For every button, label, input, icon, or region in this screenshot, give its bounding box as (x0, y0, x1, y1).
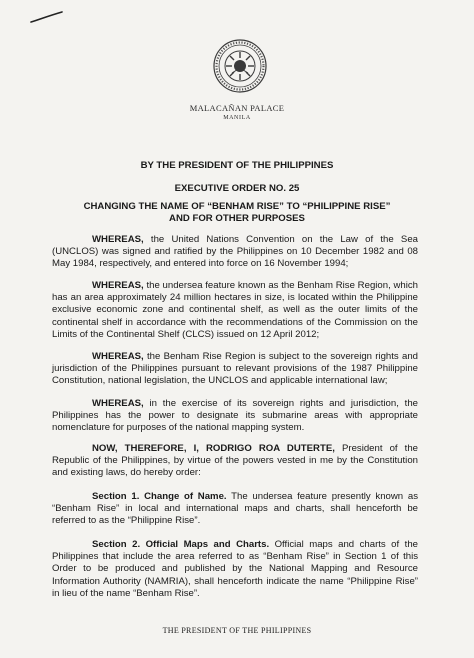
whereas-text: the United Nations Convention on the Law of the Sea (UNCLOS) was signed and ratified by the Philippines on 10 December 1982 and 08 May 1984, respectively, and entered into force on 16 November 1994; (52, 234, 418, 270)
palace-name: MALACAÑAN PALACE (189, 103, 285, 113)
palace-city: MANILA (223, 115, 251, 121)
whereas-label: WHEREAS, (92, 280, 144, 291)
now-therefore-clause (52, 443, 418, 480)
now-therefore-text: President of the Republic of the Philippines, by virtue of the powers vested in me by the Constitution and existing laws, do hereby order: (52, 443, 418, 479)
whereas-clause (52, 398, 418, 435)
whereas-clause (52, 234, 418, 271)
pen-stroke-mark (30, 10, 64, 24)
whereas-clause (52, 280, 418, 341)
whereas-text: the undersea feature known as the Benham Rise Region, which has an area approximately 24 million hectares in size, is located within the Philippine exclusive economic zone and continental shelf, as well as the outer limits of the continental shelf in accordance with the recommendations of the Commission on the Limits of the Continental Shelf (CLCS) issued on 12 April 2012; (52, 280, 419, 340)
whereas-text: the Benham Rise Region is subject to the sovereign rights and jurisdiction of the Philippines pursuant to relevant provisions of the 1987 Philippine Constitution, national legislation, the UNCLOS and applicable international law; (52, 351, 418, 387)
presidential-seal-icon (212, 38, 268, 94)
section-2 (52, 539, 418, 600)
whereas-label: WHEREAS, (92, 351, 144, 362)
section-text: The undersea feature presently known as “Benham Rise” in local and international maps and charts, shall henceforth be referred to as the “Philippine Rise”. (52, 491, 418, 527)
order-title-line-1: CHANGING THE NAME OF “BENHAM RISE” TO “PHILIPPINE RISE” (83, 201, 391, 212)
section-text: Official maps and charts of the Philippines that include the area referred to as “Benham Rise” in Section 1 of this Order to be produced and published by the National Mapping and Resource Information Authority (NAMRIA), shall henceforth indicate the name “Philippine Rise” in lieu of the name “Benham Rise”. (52, 539, 418, 599)
order-number: EXECUTIVE ORDER NO. 25 (174, 183, 300, 194)
order-title-line-2: AND FOR OTHER PURPOSES (169, 213, 305, 224)
whereas-clause (52, 351, 418, 388)
section-heading: Section 2. Official Maps and Charts. (92, 539, 270, 550)
whereas-label: WHEREAS, (92, 398, 144, 409)
now-therefore-lead: NOW, THEREFORE, I, RODRIGO ROA DUTERTE, (92, 443, 335, 454)
whereas-text: in the exercise of its sovereign rights and jurisdiction, the Philippines has the power to designate its submarine areas with appropriate nomenclature for purposes of the national mapping system. (52, 398, 418, 434)
section-heading: Section 1. Change of Name. (92, 491, 227, 502)
section-1 (52, 491, 418, 528)
whereas-label: WHEREAS, (92, 234, 144, 245)
by-line: BY THE PRESIDENT OF THE PHILIPPINES (140, 160, 334, 171)
footer-signature-line: THE PRESIDENT OF THE PHILIPPINES (162, 626, 312, 635)
